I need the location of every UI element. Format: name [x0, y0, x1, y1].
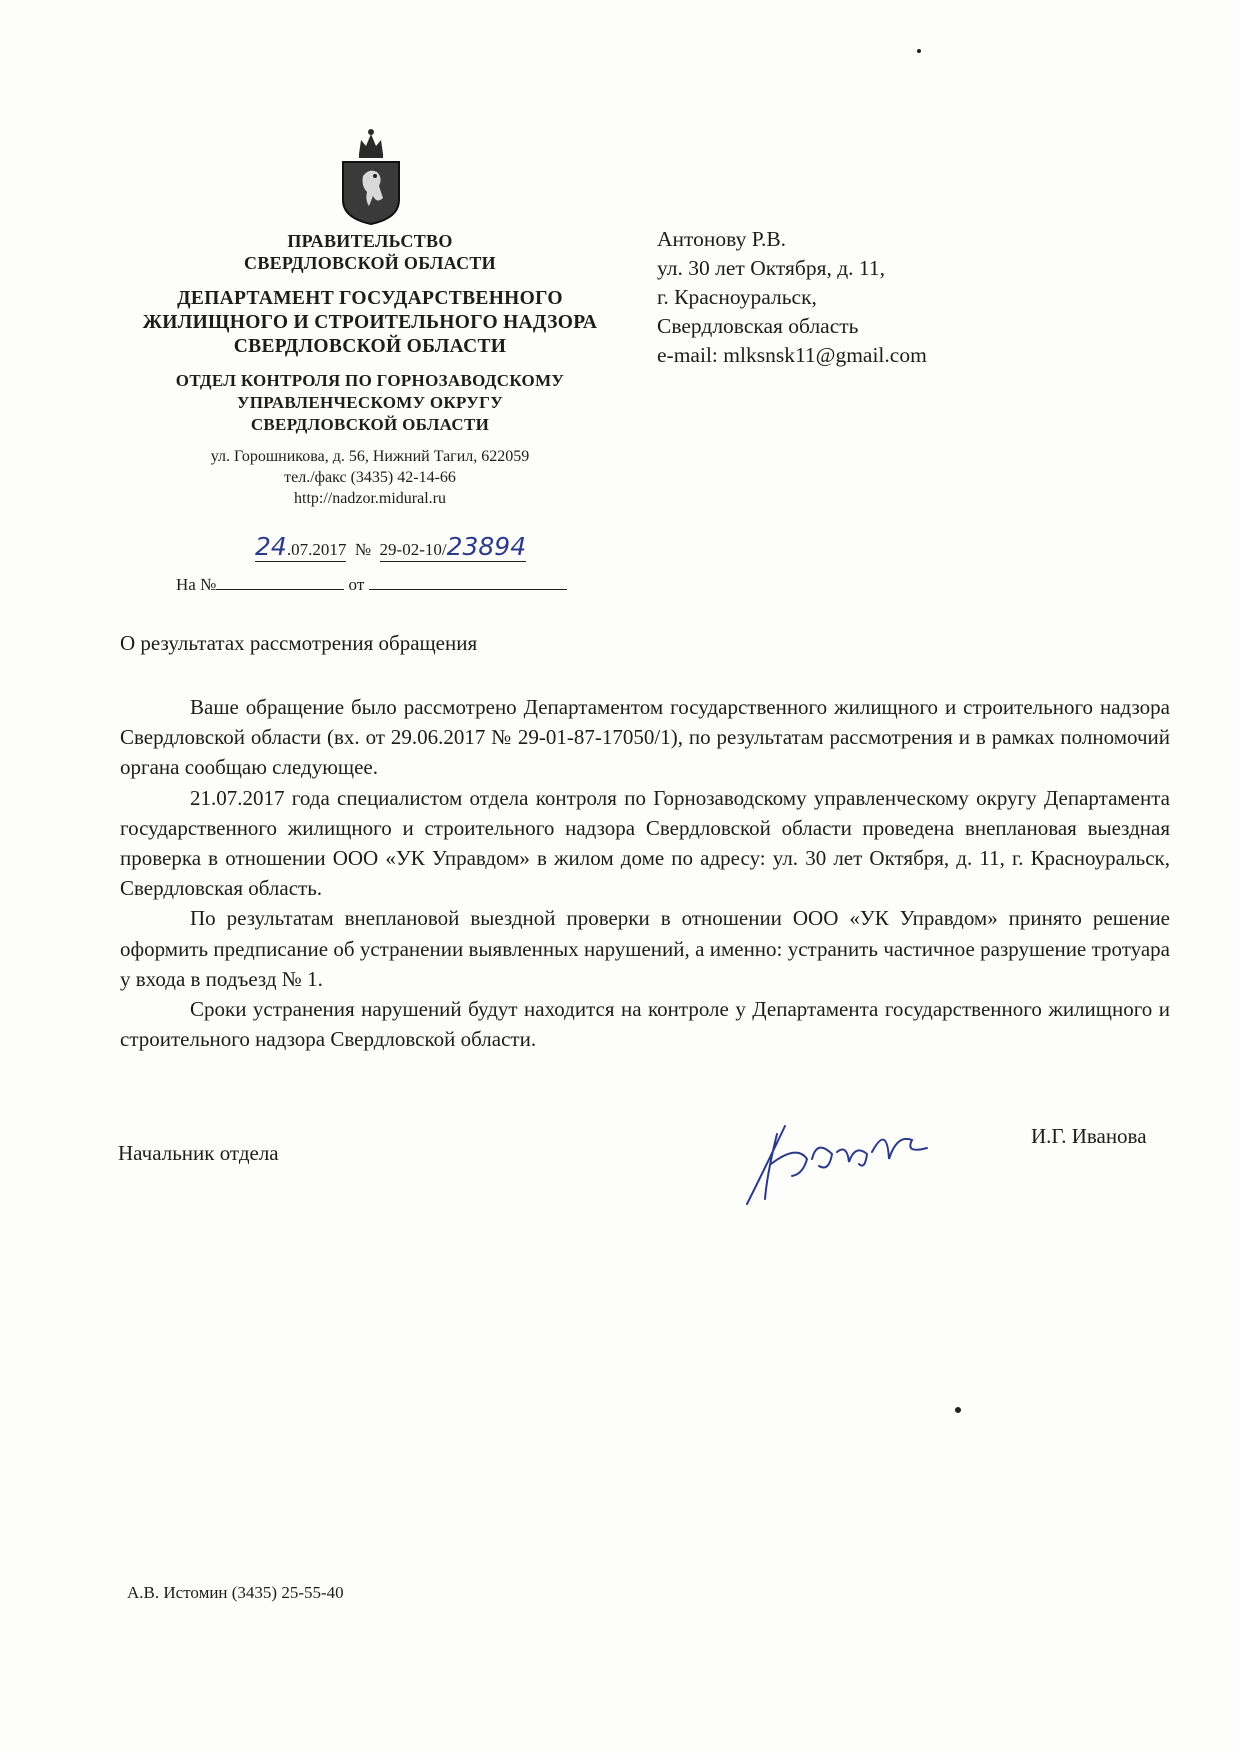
registration-date — [255, 532, 346, 562]
department-line-2: ЖИЛИЩНОГО И СТРОИТЕЛЬНОГО НАДЗОРА — [142, 312, 598, 333]
signatory-position: Начальник отдела — [118, 1141, 279, 1165]
government-line-1: ПРАВИТЕЛЬСТВО — [287, 231, 453, 251]
letter-body — [120, 692, 1170, 1054]
handwritten-signature — [737, 1104, 957, 1214]
department-header — [110, 287, 630, 359]
recipient-email: e-mail: mlksnsk11@gmail.com — [657, 343, 927, 367]
body-paragraph-1: Ваше обращение было рассмотрено Департаментом государственного жилищного и строительного надзора Свердловской области (вх. от 29.06.2017 № 29-01-87-17050/1), по результатам рассмотрения и в рамках полномочий органа сообщаю следующее. — [120, 695, 1170, 780]
recipient-street: ул. 30 лет Октября, д. 11, — [657, 256, 885, 280]
registration-line — [255, 532, 526, 562]
sender-website: http://nadzor.midural.ru — [294, 490, 446, 507]
government-header — [220, 230, 520, 274]
registration-number-label: № — [354, 540, 372, 559]
division-line-2: УПРАВЛЕНЧЕСКОМУ ОКРУГУ — [237, 393, 503, 412]
department-line-1: ДЕПАРТАМЕНТ ГОСУДАРСТВЕННОГО — [177, 288, 563, 309]
registration-day: 24 — [255, 532, 287, 561]
letter-subject: О результатах рассмотрения обращения — [120, 631, 478, 655]
division-line-3: СВЕРДЛОВСКОЙ ОБЛАСТИ — [250, 415, 490, 434]
department-line-3: СВЕРДЛОВСКОЙ ОБЛАСТИ — [233, 336, 507, 357]
body-paragraph-4: Сроки устранения нарушений будут находится на контроле у Департамента государственного жилищного и строительного надзора Свердловской области. — [120, 997, 1170, 1052]
recipient-region: Свердловская область — [657, 314, 859, 338]
body-paragraph-3: По результатам внеплановой выездной проверки в отношении ООО «УК Управдом» принято решение оформить предписание об устранении выявленных нарушений, а именно: устранить частичное разрушение тротуара у входа в подъезд № 1. — [120, 906, 1170, 991]
recipient-name: Антонову Р.В. — [657, 227, 787, 251]
division-line-1: ОТДЕЛ КОНТРОЛЯ ПО ГОРНОЗАВОДСКОМУ — [175, 371, 565, 390]
reply-from-label: от — [348, 575, 365, 594]
reply-number-label: На № — [176, 575, 217, 594]
recipient-block — [657, 225, 927, 370]
sender-phone: тел./факс (3435) 42-14-66 — [284, 469, 456, 486]
scan-speck — [917, 49, 921, 53]
sender-contacts — [150, 446, 590, 509]
sender-address: ул. Горошникова, д. 56, Нижний Тагил, 622059 — [210, 448, 530, 465]
division-header — [140, 370, 600, 436]
coat-of-arms-icon — [339, 126, 403, 226]
signatory-name: И.Г. Иванова — [1031, 1124, 1147, 1148]
registration-number — [380, 532, 527, 562]
scan-speck — [955, 1407, 961, 1413]
body-paragraph-2: 21.07.2017 года специалистом отдела контроля по Горнозаводскому управленческому округу Департамента государственного жилищного и строительного надзора Свердловской области проведена внеплановая выездная проверка в отношении ООО «УК Управдом» в жилом доме по адресу: ул. 30 лет Октября, д. 11, г. Красноуральск, Свердловская область. — [120, 785, 1170, 901]
reply-reference-line — [176, 575, 567, 595]
registration-number-handwritten: 23894 — [446, 532, 527, 561]
registration-number-prefix: 29-02-10/ — [379, 540, 447, 559]
recipient-city: г. Красноуральск, — [657, 285, 817, 309]
government-line-2: СВЕРДЛОВСКОЙ ОБЛАСТИ — [244, 253, 496, 273]
executor-contact: А.В. Истомин (3435) 25-55-40 — [127, 1583, 344, 1602]
registration-month-year: .07.2017 — [286, 540, 347, 559]
